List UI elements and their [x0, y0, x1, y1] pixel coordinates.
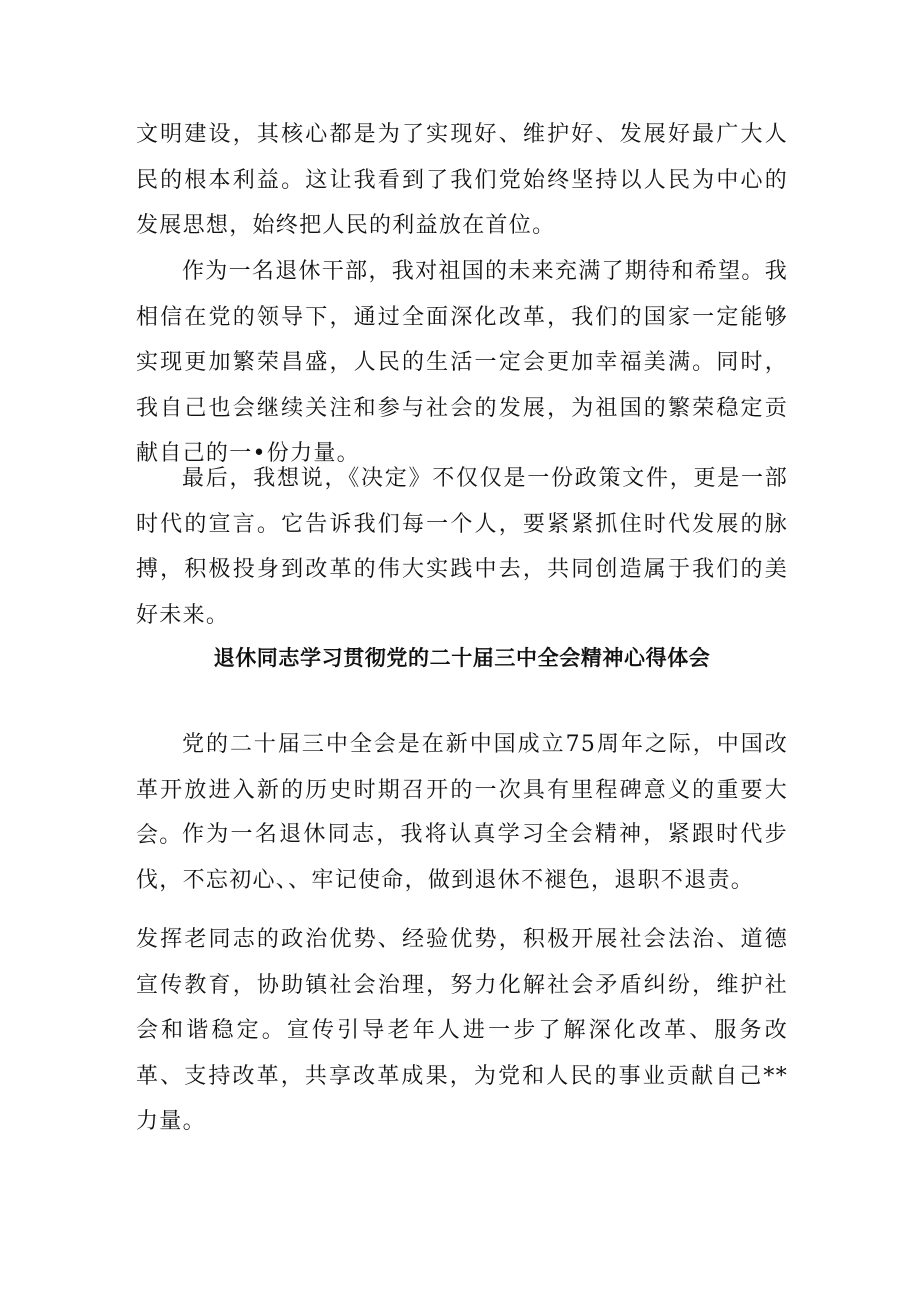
section-title: 退休同志学习贯彻党的二十届三中全会精神心得体会 — [213, 646, 711, 670]
paragraph-retired-cadre-hope: 作为一名退休干部，我对祖国的未来充满了期待和希望。我相信在党的领导下，通过全面深化改革，我们的国家一定能够实现更加繁荣昌盛，人民的生活一定会更加幸福美满。同时，我自己也会继续关注和参与社会的发展，为祖国的繁荣稳定贡献自己的一•份力量。 — [136, 259, 788, 466]
paragraph-continuation: 文明建设，其核心都是为了实现好、维护好、发展好最广大人民的根本利益。这让我看到了我们党始终坚持以人民为中心的发展思想，始终把人民的利益放在首位。 — [136, 122, 788, 238]
paragraph-commitment: 作为一名退休同志，我将认真学习全会精神，紧跟时代步伐，不忘初心、、牢记使命，做到退休不褪色，退职不退责。 — [136, 822, 788, 893]
paragraph-advantages: 发挥老同志的政治优势、经验优势，积极开展社会法治、道德宣传教育，协助镇社会治理，努力化解社会矛盾纠纷，维护社会和谐稳定。宣传引导老年人进一步了解深化改革、服务改革、支持改革，共享改革成果，为党和人民的事业贡献自己**力量。 — [136, 927, 788, 1134]
paragraph-plenum-intro: 党的二十届三中全会是在新中国成立75周年之际，中国改革开放进入新的历史时期召开的一次具有里程碑意义的重要大会。 — [136, 732, 788, 848]
paragraph-conclusion: 最后，我想说，《决定》不仅仅是一份政策文件，更是一部时代的宣言。它告诉我们每一个人，要紧紧抓住时代发展的脉搏，积极投身到改革的伟大实践中去，共同创造属于我们的美好未来。 — [136, 466, 788, 628]
